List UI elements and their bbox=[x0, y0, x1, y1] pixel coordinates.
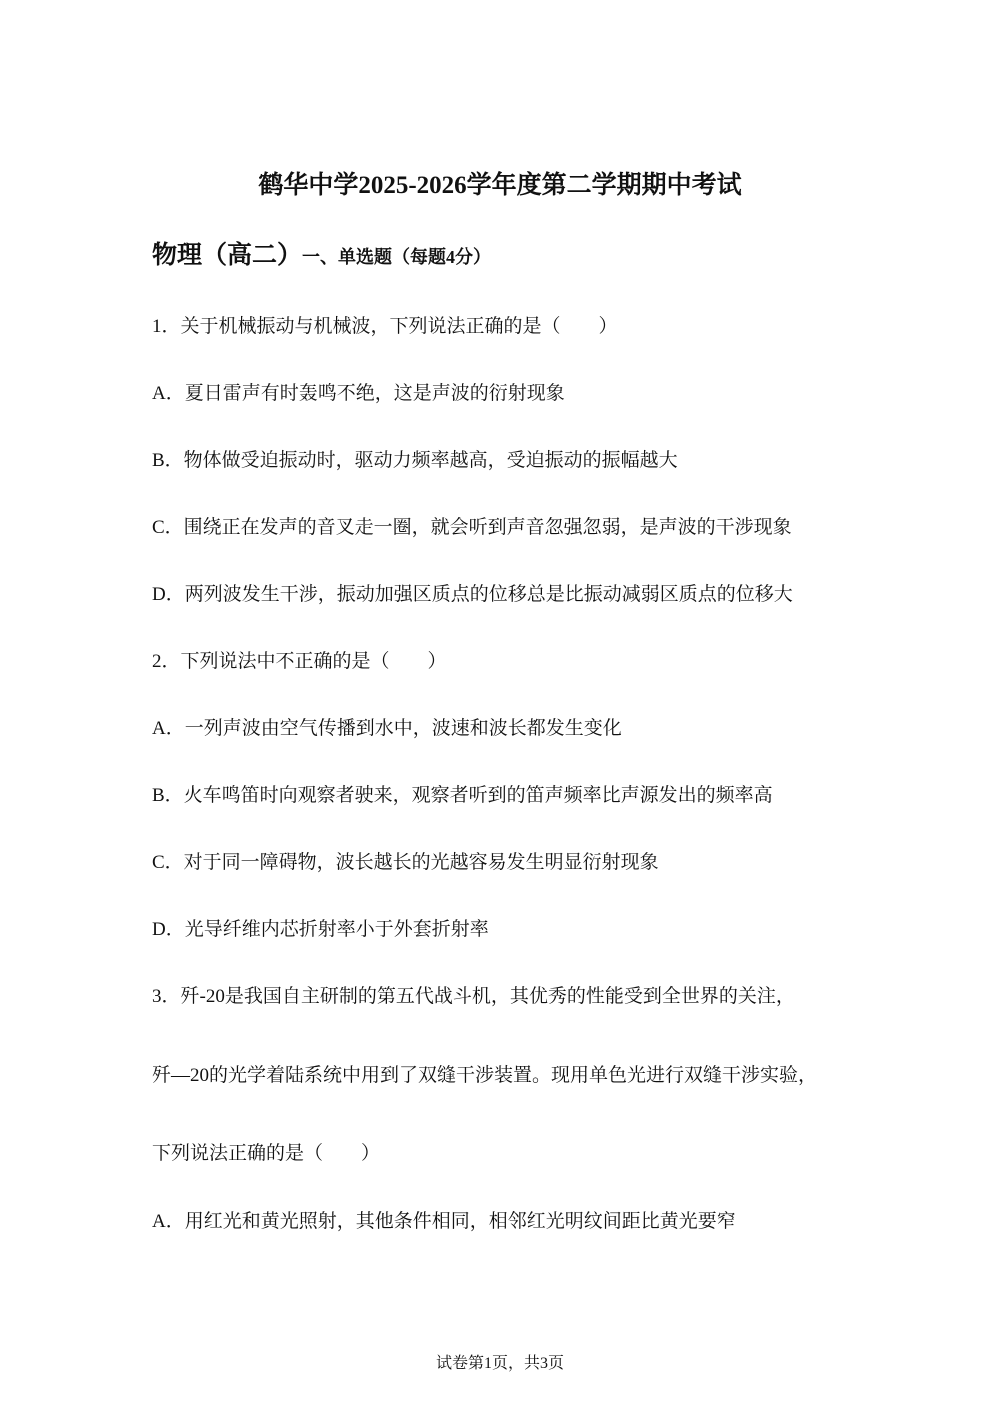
option-b: B．物体做受迫振动时，驱动力频率越高，受迫振动的振幅越大 bbox=[152, 450, 678, 471]
question-stem-line-1: 3．歼-20是我国自主研制的第五代战斗机，其优秀的性能受到全世界的关注， bbox=[152, 986, 795, 1007]
option-b: B．火车鸣笛时向观察者驶来，观察者听到的笛声频率比声源发出的频率高 bbox=[152, 785, 773, 806]
question-stem: 2．下列说法中不正确的是（ ） bbox=[152, 651, 447, 672]
question-stem-line-3: 下列说法正确的是（ ） bbox=[152, 1143, 381, 1164]
option-a: A．夏日雷声有时轰鸣不绝，这是声波的衍射现象 bbox=[152, 383, 565, 404]
subject-line bbox=[152, 236, 491, 279]
option-a: A．一列声波由空气传播到水中，波速和波长都发生变化 bbox=[152, 718, 622, 739]
option-a: A．用红光和黄光照射，其他条件相同，相邻红光明纹间距比黄光要窄 bbox=[152, 1211, 736, 1232]
exam-title: 鹤华中学2025-2026学年度第二学期期中考试 bbox=[258, 172, 742, 199]
option-d: D．光导纤维内芯折射率小于外套折射率 bbox=[152, 919, 489, 940]
option-c: C．围绕正在发声的音叉走一圈，就会听到声音忽强忽弱，是声波的干涉现象 bbox=[152, 517, 792, 538]
question-stem-line-2: 歼—20的光学着陆系统中用到了双缝干涉装置。现用单色光进行双缝干涉实验， bbox=[152, 1065, 818, 1086]
page-footer: 试卷第1页，共3页 bbox=[435, 1355, 564, 1372]
question-stem: 1．关于机械振动与机械波，下列说法正确的是（ ） bbox=[152, 316, 618, 337]
option-c: C．对于同一障碍物，波长越长的光越容易发生明显衍射现象 bbox=[152, 852, 659, 873]
section-heading: 一、单选题（每题4分） bbox=[302, 247, 492, 267]
option-d: D．两列波发生干涉，振动加强区质点的位移总是比振动减弱区质点的位移大 bbox=[152, 584, 793, 605]
subject-label: 物理（高二） bbox=[152, 242, 303, 269]
